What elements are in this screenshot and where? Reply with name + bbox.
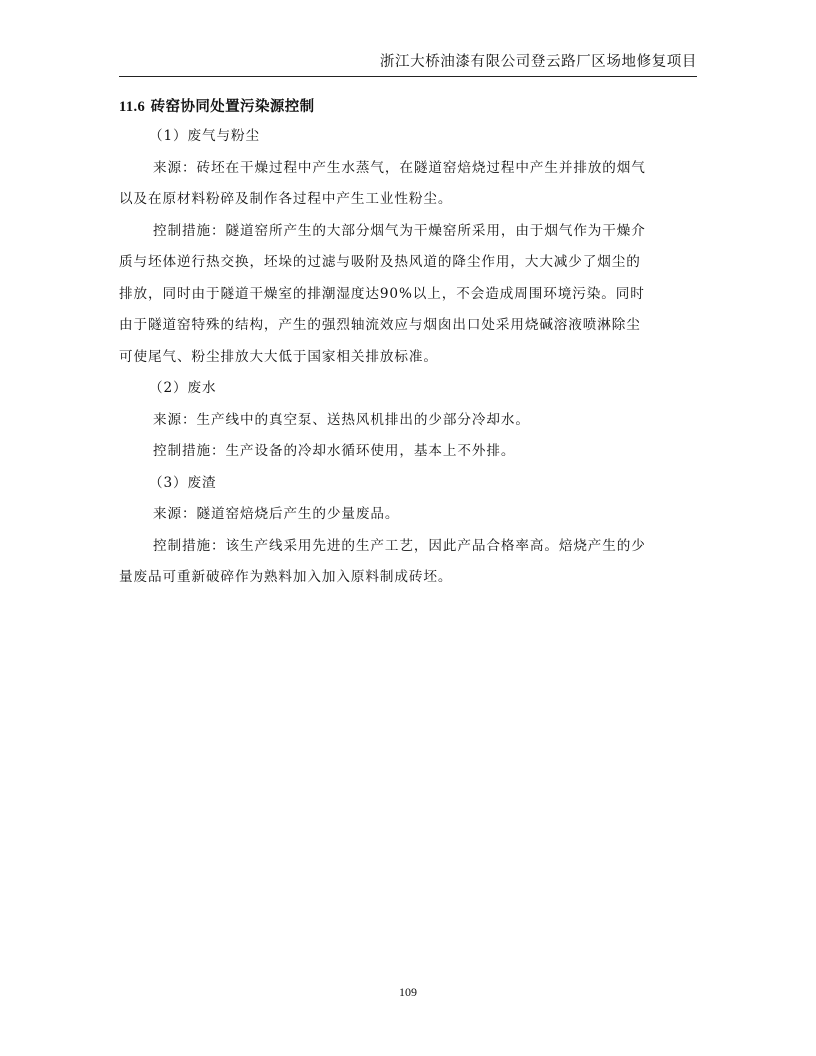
paragraph-line: 控制措施：隧道窑所产生的大部分烟气为干燥窑所采用，由于烟气作为干燥介 — [153, 222, 646, 239]
section-title: 砖窑协同处置污染源控制 — [150, 98, 315, 115]
header-title: 浙江大桥油漆有限公司登云路厂区场地修复项目 — [379, 54, 697, 70]
paragraph-line: 控制措施：该生产线采用先进的生产工艺，因此产品合格率高。焙烧产生的少 — [153, 537, 646, 554]
paragraph-line: 质与坯体逆行热交换，坯垛的过滤与吸附及热风道的降尘作用，大大减少了烟尘的 — [119, 254, 641, 270]
paragraph-line: 以及在原材料粉碎及制作各过程中产生工业性粉尘。 — [119, 191, 453, 207]
document-body — [119, 93, 699, 594]
paragraph-line: 控制措施：生产设备的冷却水循环使用，基本上不外排。 — [153, 443, 516, 459]
section-heading — [119, 93, 699, 121]
paragraph-line: 由于隧道窑特殊的结构，产生的强烈轴流效应与烟囱出口处采用烧碱溶液喷淋除尘 — [119, 317, 641, 333]
paragraph-line: 可使尾气、粉尘排放大大低于国家相关排放标准。 — [119, 348, 438, 365]
subheading-wastewater: （2）废水 — [149, 380, 217, 396]
paragraph-line: 排放，同时由于隧道干燥室的排潮湿度达90%以上，不会造成周围环境污染。同时 — [119, 285, 645, 302]
section-number: 11.6 — [119, 99, 146, 115]
paragraph-line: 量废品可重新破碎作为熟料加入加入原料制成砖坯。 — [119, 569, 453, 585]
paragraph-line: 来源：砖坯在干燥过程中产生水蒸气，在隧道窑焙烧过程中产生并排放的烟气 — [153, 159, 646, 176]
paragraph-line: 来源：隧道窑焙烧后产生的少量废品。 — [153, 506, 400, 522]
paragraph-line: 来源：生产线中的真空泵、送热风机排出的少部分冷却水。 — [153, 411, 530, 428]
subheading-exhaust-dust: （1）废气与粉尘 — [149, 128, 261, 144]
subheading-waste-residue: （3）废渣 — [149, 474, 217, 491]
page-header — [119, 46, 697, 77]
page-number: 109 — [399, 985, 417, 999]
